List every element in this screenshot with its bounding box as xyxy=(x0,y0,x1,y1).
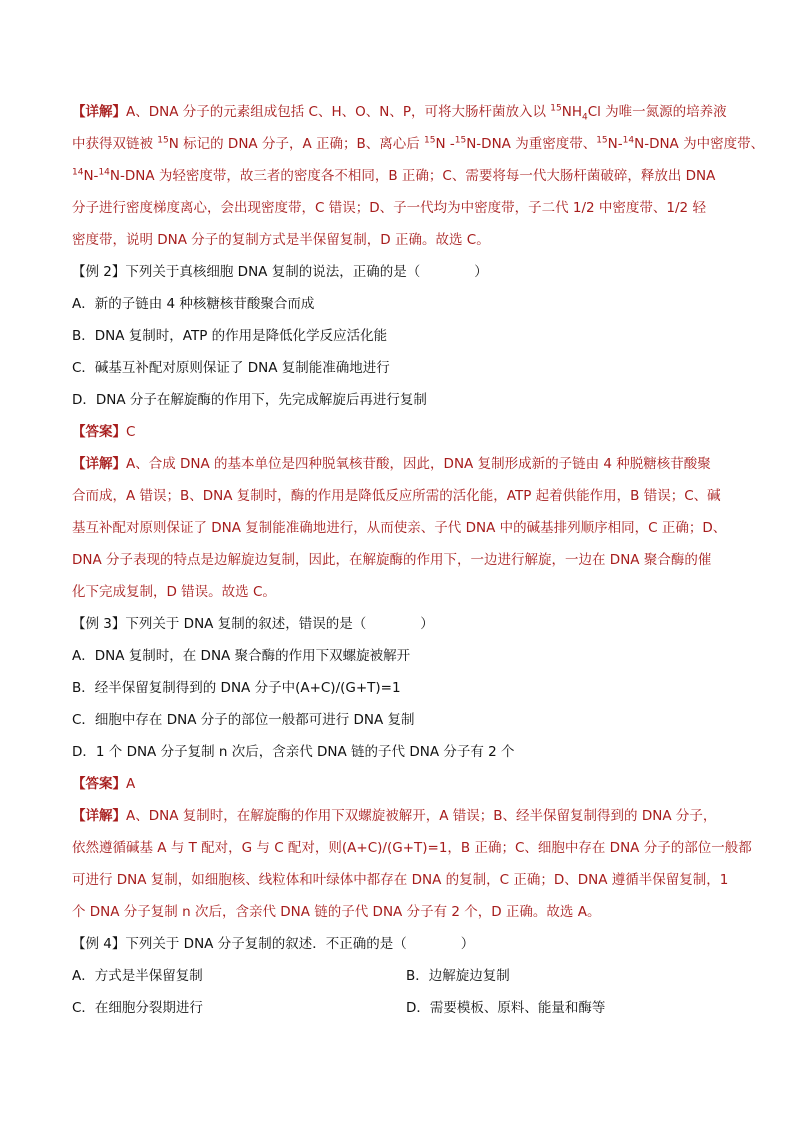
question-2-stem: 【例 2】下列关于真核细胞 DNA 复制的说法，正确的是（ ） xyxy=(72,264,488,280)
detail-label: 【详解】 xyxy=(72,104,126,120)
q2-detail-line-5: 化下完成复制，D 错误。故选 C。 xyxy=(72,584,276,600)
question-label: 【例 4】 xyxy=(72,936,126,952)
q2-option-a: A．新的子链由 4 种核糖核苷酸聚合而成 xyxy=(72,296,315,312)
q3-answer: 【答案】A xyxy=(72,776,136,792)
q3-detail-line-2: 依然遵循碱基 A 与 T 配对，G 与 C 配对，则(A+C)/(G+T)=1，B 正确；C、细胞中存在 DNA 分子的部位一般都 xyxy=(72,840,752,856)
q2-option-b: B．DNA 复制时，ATP 的作用是降低化学反应活化能 xyxy=(72,328,388,344)
q2-detail-line-3: 基互补配对原则保证了 DNA 复制能准确地进行，从而使亲、子代 DNA 中的碱基排列顺序相同，C 正确；D、 xyxy=(72,520,727,536)
detail-line-5: 密度带，说明 DNA 分子的复制方式是半保留复制，D 正确。故选 C。 xyxy=(72,232,490,248)
detail-line-1: 【详解】A、DNA 分子的元素组成包括 C、H、O、N、P，可将大肠杆菌放入以 $^{15}NH_4Cl$ 为唯一氮源的培养液 xyxy=(72,103,727,123)
q3-option-a: A．DNA 复制时，在 DNA 聚合酶的作用下双螺旋被解开 xyxy=(72,648,411,664)
q2-detail-line-1: 【详解】A、合成 DNA 的基本单位是四种脱氧核苷酸，因此，DNA 复制形成新的子链由 4 种脱糖核苷酸聚 xyxy=(72,456,711,472)
q2-detail-line-2: 合而成，A 错误；B、DNA 复制时，酶的作用是降低反应所需的活化能，ATP 起着供能作用，B 错误；C、碱 xyxy=(72,488,721,504)
q3-option-c: C．细胞中存在 DNA 分子的部位一般都可进行 DNA 复制 xyxy=(72,712,415,728)
q4-options-row-1 xyxy=(72,960,740,992)
q4-option-b: B．边解旋边复制 xyxy=(406,968,510,984)
detail-line-3: $^{14}$N-$^{14}$N-DNA 为轻密度带，故三者的密度各不相同，B 正确；C、需要将每一代大肠杆菌破碎，释放出 DNA xyxy=(72,167,716,184)
document-page xyxy=(72,96,765,1024)
q2-option-d: D．DNA 分子在解旋酶的作用下，先完成解旋后再进行复制 xyxy=(72,392,427,408)
question-4-stem: 【例 4】下列关于 DNA 分子复制的叙述．不正确的是（ ） xyxy=(72,936,475,952)
q3-option-d: D．1 个 DNA 分子复制 n 次后，含亲代 DNA 链的子代 DNA 分子有 2 个 xyxy=(72,744,515,760)
question-label: 【例 3】 xyxy=(72,616,126,632)
q4-option-a: A．方式是半保留复制 xyxy=(72,968,203,984)
question-3-stem: 【例 3】下列关于 DNA 复制的叙述，错误的是（ ） xyxy=(72,616,434,632)
q3-detail-line-3: 可进行 DNA 复制，如细胞核、线粒体和叶绿体中都存在 DNA 的复制，C 正确；D、DNA 遵循半保留复制，1 xyxy=(72,872,729,888)
detail-line-2: 中获得双链被 $^{15}$N 标记的 DNA 分子，A 正确；B、离心后 $^{15}$N -$^{15}$N-DNA 为重密度带、$^{15}$N-$^{14}$N-DNA 为中密度带、 xyxy=(72,135,765,152)
question-label: 【例 2】 xyxy=(72,264,126,280)
q3-option-b: B．经半保留复制得到的 DNA 分子中(A+C)/(G+T)=1 xyxy=(72,680,401,696)
q3-detail-line-1: 【详解】A、DNA 复制时，在解旋酶的作用下双螺旋被解开，A 错误；B、经半保留复制得到的 DNA 分子， xyxy=(72,808,717,824)
q2-option-c: C．碱基互补配对原则保证了 DNA 复制能准确地进行 xyxy=(72,360,390,376)
q4-options-row-2 xyxy=(72,992,740,1024)
q2-detail-line-4: DNA 分子表现的特点是边解旋边复制，因此，在解旋酶的作用下，一边进行解旋，一边在 DNA 聚合酶的催 xyxy=(72,552,712,568)
q2-answer: 【答案】C xyxy=(72,424,136,440)
q4-option-d: D．需要模板、原料、能量和酶等 xyxy=(406,1000,606,1016)
q3-detail-line-4: 个 DNA 分子复制 n 次后，含亲代 DNA 链的子代 DNA 分子有 2 个，D 正确。故选 A。 xyxy=(72,904,601,920)
detail-line-4: 分子进行密度梯度离心，会出现密度带，C 错误；D、子一代均为中密度带，子二代 1/2 中密度带、1/2 轻 xyxy=(72,200,706,216)
q4-option-c: C．在细胞分裂期进行 xyxy=(72,1000,203,1016)
